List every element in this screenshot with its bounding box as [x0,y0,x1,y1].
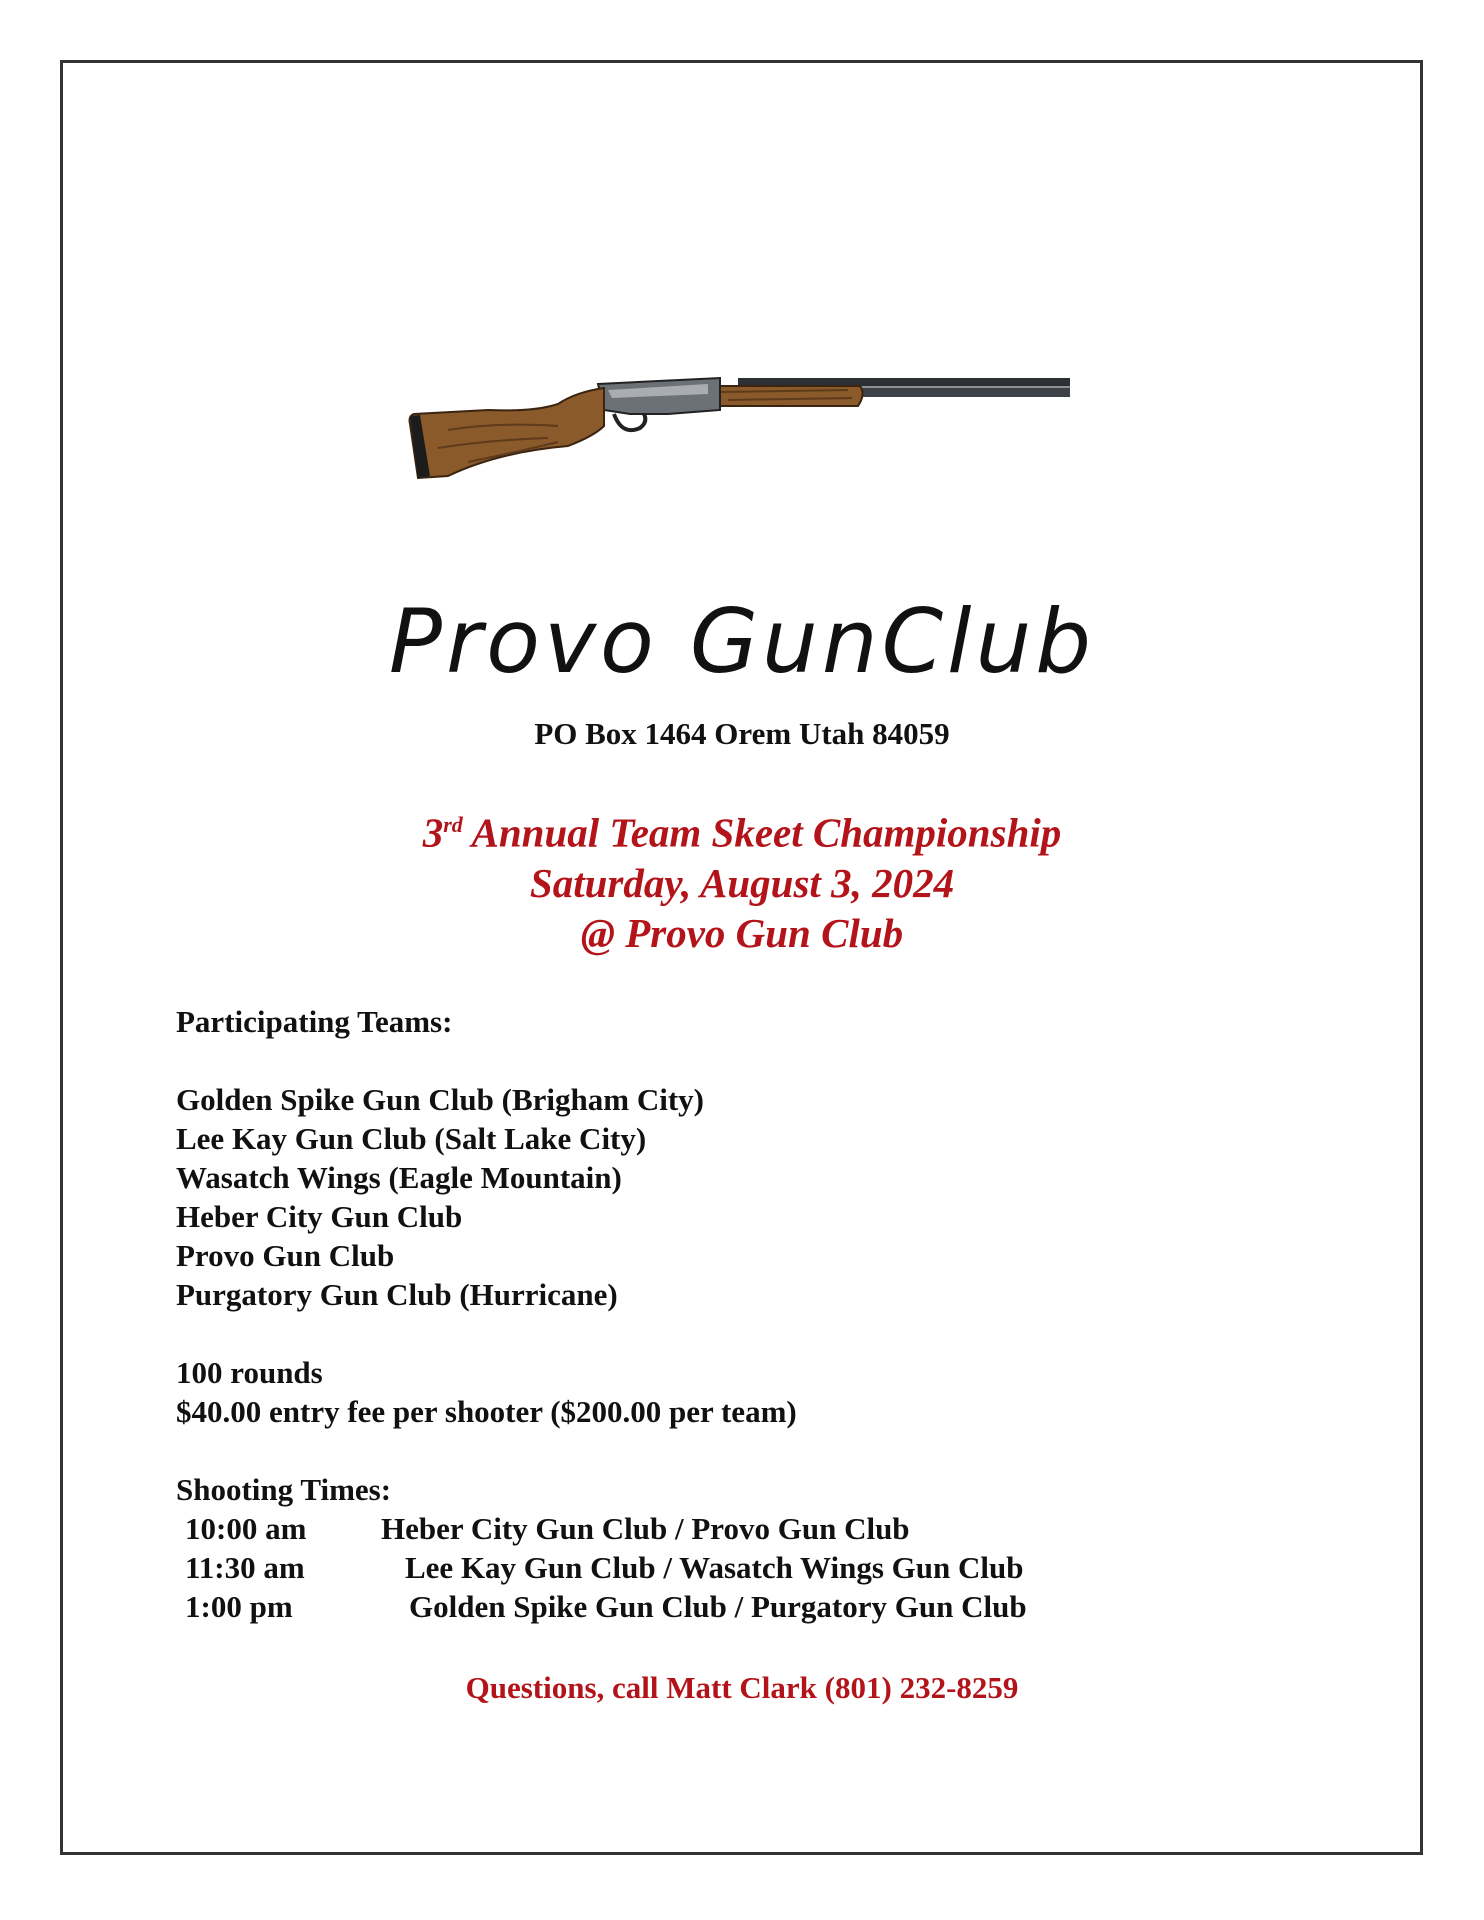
schedule-heading: Shooting Times: [176,1472,392,1507]
shotgun-icon [408,370,1070,482]
entry-fee: $40.00 entry fee per shooter ($200.00 per team) [176,1394,797,1429]
slot-teams: Golden Spike Gun Club / Purgatory Gun Club [409,1589,1027,1624]
team-item: Heber City Gun Club [176,1199,463,1234]
event-title-text: Annual Team Skeet Championship [462,809,1062,856]
slot-teams: Heber City Gun Club / Provo Gun Club [381,1511,910,1546]
event-date: Saturday, August 3, 2024 [529,859,955,906]
schedule-list [185,1509,1027,1626]
contact-info: Questions, call Matt Clark (801) 232-8259 [465,1670,1019,1705]
slot-teams: Lee Kay Gun Club / Wasatch Wings Gun Club [405,1550,1024,1585]
details-body [176,1002,1027,1626]
slot-time: 1:00 pm [185,1589,293,1624]
teams-heading: Participating Teams: [176,1004,453,1039]
event-location: @ Provo Gun Club [580,909,904,956]
event-ordinal-suffix: rd [443,812,463,837]
rounds-info: 100 rounds [176,1355,323,1390]
schedule-row [185,1509,1027,1548]
club-name-title: Provo GunClub [388,590,1096,693]
slot-time: 10:00 am [185,1511,307,1546]
team-item: Lee Kay Gun Club (Salt Lake City) [176,1121,647,1156]
schedule-row [185,1548,1027,1587]
slot-time: 11:30 am [185,1550,305,1585]
schedule-row [185,1587,1027,1626]
event-title [0,800,1484,858]
team-item: Provo Gun Club [176,1238,395,1273]
team-item: Purgatory Gun Club (Hurricane) [176,1277,618,1312]
event-ordinal: 3 [422,809,444,856]
team-item: Wasatch Wings (Eagle Mountain) [176,1160,622,1195]
event-block [0,800,1484,958]
team-item: Golden Spike Gun Club (Brigham City) [176,1082,704,1117]
mailing-address: PO Box 1464 Orem Utah 84059 [534,716,950,751]
